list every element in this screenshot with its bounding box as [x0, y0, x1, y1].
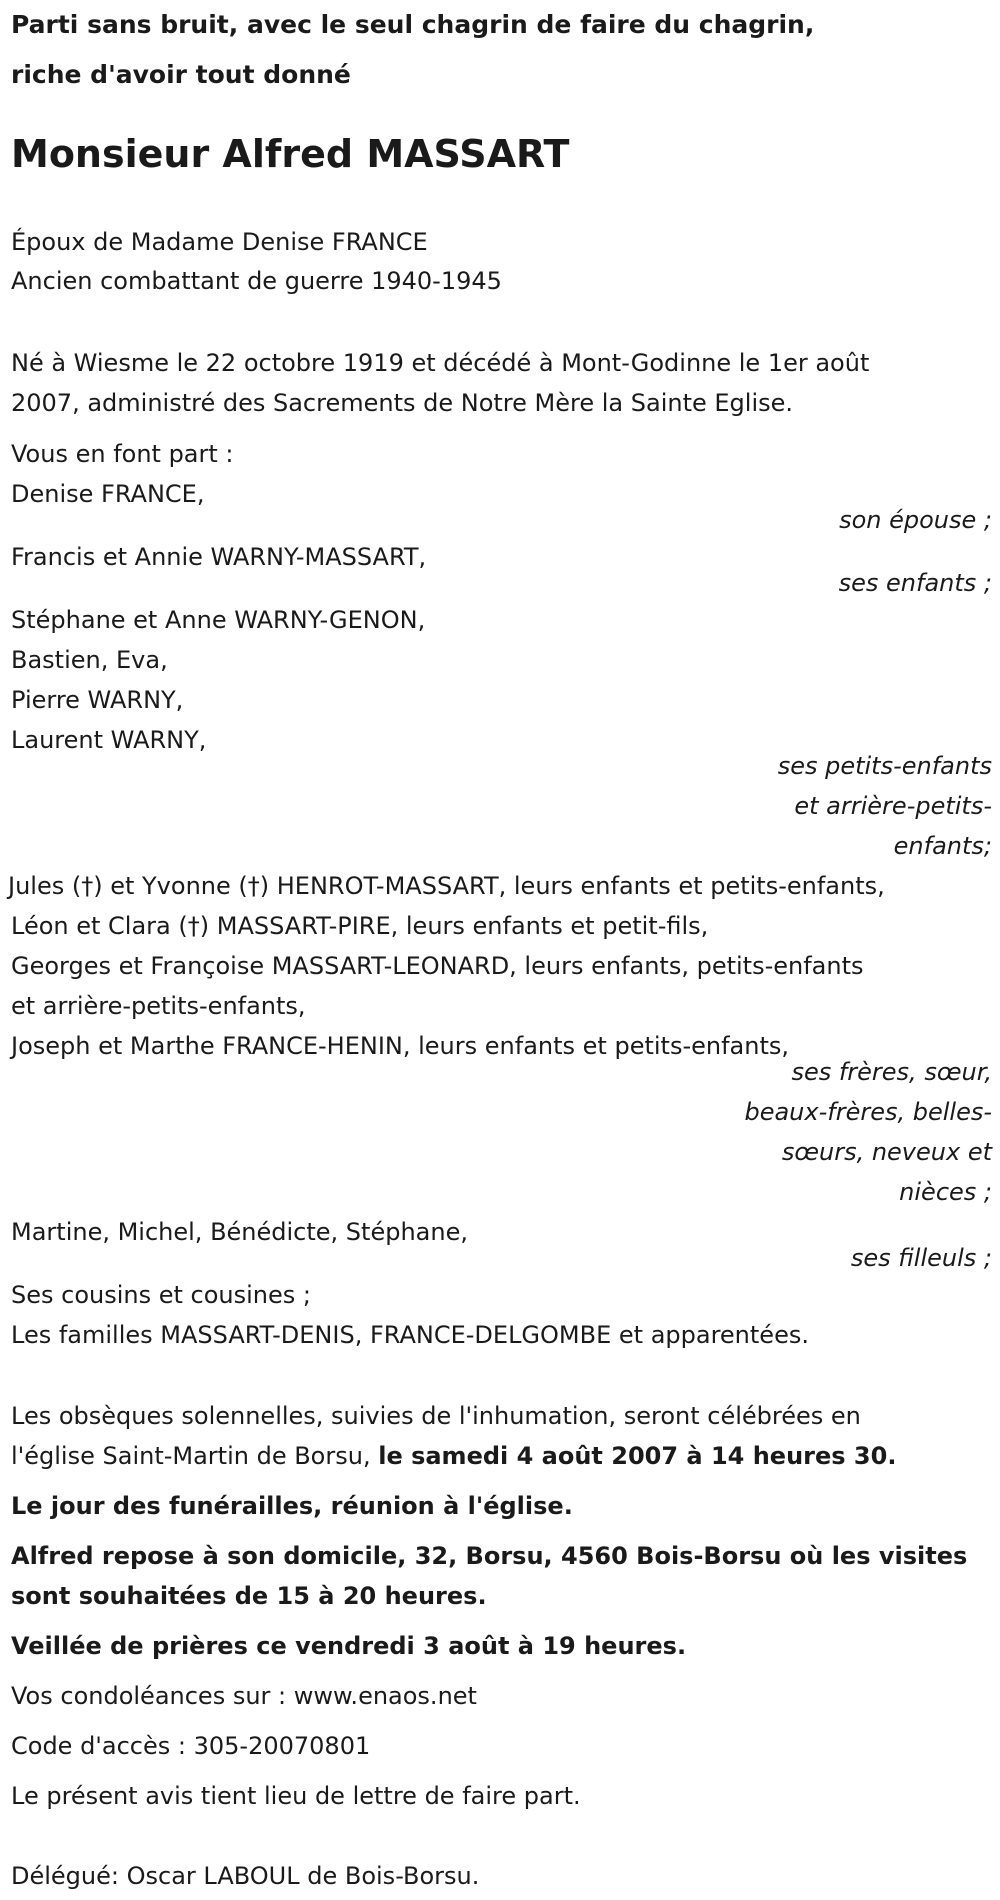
repose-line-2: sont souhaitées de 15 à 20 heures. — [11, 1582, 487, 1610]
siblings-line-3: Georges et Françoise MASSART-LEONARD, leurs enfants, petits-enfants — [11, 952, 864, 980]
repose-line-1: Alfred repose à son domicile, 32, Borsu, 4560 Bois-Borsu où les visites — [11, 1542, 968, 1570]
siblings-line-5: Joseph et Marthe FRANCE-HENIN, leurs enfants et petits-enfants, — [11, 1032, 789, 1060]
announcement-intro: Vous en font part : — [11, 440, 234, 468]
vigil-line: Veillée de prières ce vendredi 3 août à 19 heures. — [11, 1632, 687, 1660]
spouse-line: Époux de Madame Denise FRANCE — [11, 228, 428, 256]
family-children-role: ses enfants ; — [838, 569, 992, 597]
epitaph-line-1: Parti sans bruit, avec le seul chagrin de faire du chagrin, — [11, 10, 815, 39]
godchildren-role: ses filleuls ; — [850, 1244, 992, 1272]
funeral-church: l'église Saint-Martin de Borsu, — [11, 1442, 379, 1470]
funeral-line-1: Les obsèques solennelles, suivies de l'inhumation, seront célébrées en — [11, 1402, 861, 1430]
godchildren-name: Martine, Michel, Bénédicte, Stéphane, — [11, 1218, 468, 1246]
grandchildren-line-4: Laurent WARNY, — [11, 726, 207, 754]
grandchildren-line-2: Bastien, Eva, — [11, 646, 168, 674]
cousins-line: Ses cousins et cousines ; — [11, 1281, 311, 1309]
siblings-role-3: sœurs, neveux et — [781, 1138, 992, 1166]
notice-line: Le présent avis tient lieu de lettre de faire part. — [11, 1782, 581, 1810]
families-line: Les familles MASSART-DENIS, FRANCE-DELGOMBE et apparentées. — [11, 1321, 809, 1349]
condolences-line: Vos condoléances sur : www.enaos.net — [11, 1682, 477, 1710]
family-spouse-name: Denise FRANCE, — [11, 480, 205, 508]
grandchildren-line-3: Pierre WARNY, — [11, 686, 184, 714]
siblings-role-2: beaux-frères, belles- — [744, 1098, 992, 1126]
birth-death-line-1: Né à Wiesme le 22 octobre 1919 et décédé à Mont-Godinne le 1er août — [11, 349, 870, 377]
family-children-name: Francis et Annie WARNY-MASSART, — [11, 543, 427, 571]
veteran-line: Ancien combattant de guerre 1940-1945 — [11, 267, 502, 295]
funeral-date: le samedi 4 août 2007 à 14 heures 30. — [378, 1442, 897, 1470]
siblings-line-4: et arrière-petits-enfants, — [11, 992, 306, 1020]
siblings-line-2: Léon et Clara (†) MASSART-PIRE, leurs enfants et petit-fils, — [11, 912, 709, 940]
grandchildren-role-2: et arrière-petits- — [794, 792, 992, 820]
deceased-name: Monsieur Alfred MASSART — [11, 132, 570, 176]
access-code-line: Code d'accès : 305-20070801 — [11, 1732, 371, 1760]
family-spouse-role: son épouse ; — [839, 506, 992, 534]
grandchildren-role-1: ses petits-enfants — [777, 752, 992, 780]
epitaph-line-2: riche d'avoir tout donné — [11, 60, 351, 89]
funeral-gathering: Le jour des funérailles, réunion à l'église. — [11, 1492, 573, 1520]
grandchildren-line-1: Stéphane et Anne WARNY-GENON, — [11, 606, 426, 634]
grandchildren-role-3: enfants; — [893, 832, 992, 860]
birth-death-line-2: 2007, administré des Sacrements de Notre Mère la Sainte Eglise. — [11, 389, 794, 417]
siblings-role-4: nièces ; — [899, 1178, 992, 1206]
funeral-line-2 — [11, 1442, 896, 1470]
delegate-line: Délégué: Oscar LABOUL de Bois-Borsu. — [11, 1862, 480, 1890]
siblings-role-1: ses frères, sœur, — [791, 1058, 992, 1086]
siblings-line-1: Jules (†) et Yvonne (†) HENROT-MASSART, leurs enfants et petits-enfants, — [8, 872, 885, 900]
